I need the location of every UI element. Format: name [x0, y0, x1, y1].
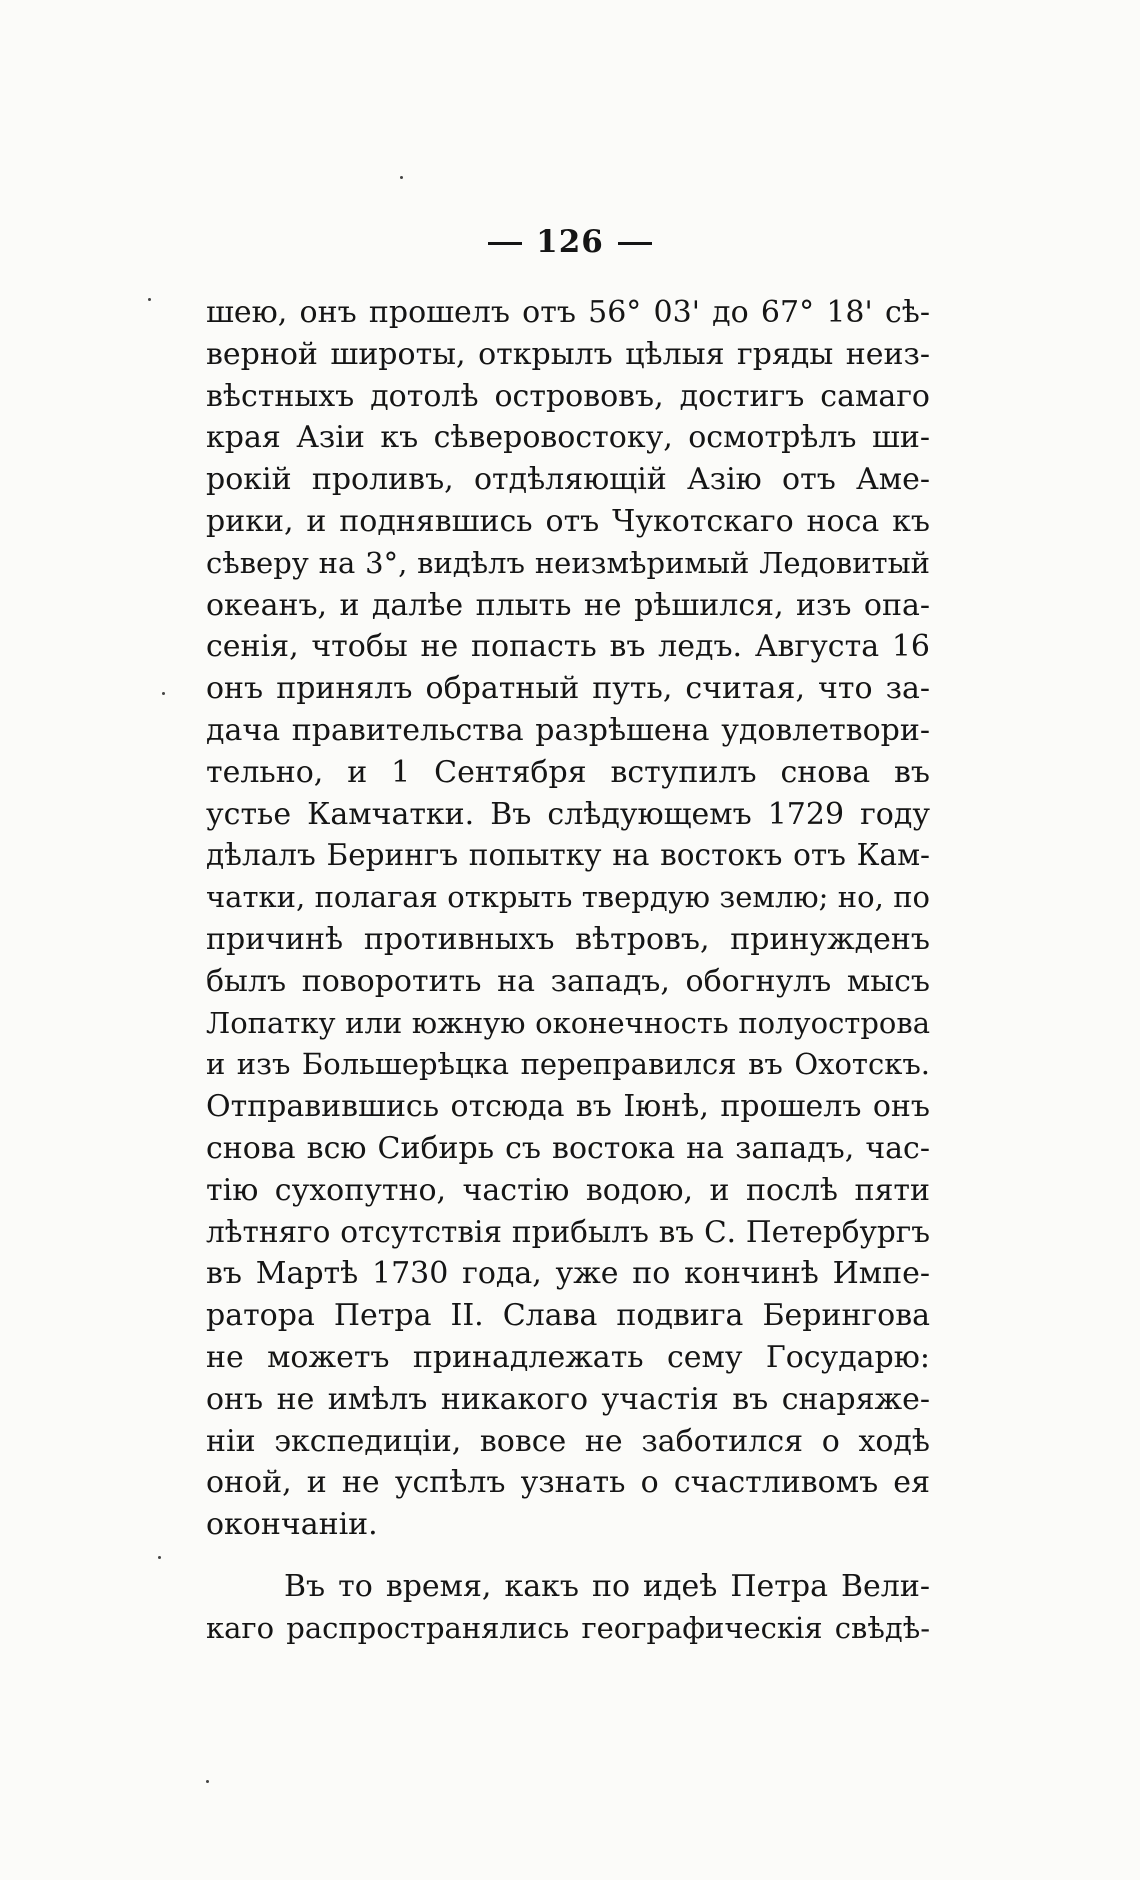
dash-left [488, 242, 522, 245]
text-line: шею, онъ прошелъ отъ 56° 03' до 67° 18' сѣ- [206, 295, 930, 330]
print-speck [206, 1780, 209, 1783]
text-line: дѣлалъ Берингъ попытку на востокъ отъ Кам- [206, 838, 930, 873]
page-number [0, 224, 1140, 260]
text-line: тію сухопутно, частію водою, и послѣ пяти [206, 1172, 930, 1208]
print-speck [400, 176, 403, 179]
page-number-value: 126 [536, 224, 604, 260]
print-speck [162, 692, 165, 695]
text-line: Отправившись отсюда въ Іюнѣ, прошелъ онъ [206, 1089, 930, 1125]
text-line: въ Мартѣ 1730 года, уже по кончинѣ Импе- [206, 1256, 930, 1292]
text-line: вѣстныхъ дотолѣ острововъ, достигъ самаго [206, 378, 930, 414]
paragraph-gap [206, 1546, 930, 1566]
text-line: края Азіи къ сѣверовостоку, осмотрѣлъ ши- [206, 420, 930, 456]
text-line: океанъ, и далѣе плыть не рѣшился, изъ опа- [206, 587, 930, 623]
text-line: рики, и поднявшись отъ Чукотскаго носа къ [206, 503, 930, 539]
text-line: ратора Петра II. Слава подвига Берингова [206, 1298, 930, 1334]
paragraph-1 [206, 292, 930, 1546]
text-line: устье Камчатки. Въ слѣдующемъ 1729 году [206, 796, 930, 832]
text-line: снова всю Сибирь съ востока на западъ, час- [206, 1130, 930, 1166]
text-line: Лопатку или южную оконечность полуострова [206, 1005, 930, 1040]
text-line: Въ то время, какъ по идеѣ Петра Вели- [284, 1568, 930, 1604]
text-line: ніи экспедиціи, вовсе не заботился о ходѣ [206, 1423, 930, 1459]
print-speck [158, 1556, 161, 1559]
text-line: причинѣ противныхъ вѣтровъ, принужденъ [206, 921, 930, 957]
text-line: онъ не имѣлъ никакого участія въ снаряже- [206, 1381, 930, 1417]
text-line: окончаніи. [206, 1507, 378, 1543]
text-line: каго распространялись географическія свѣдѣ- [206, 1610, 930, 1645]
text-line: онъ принялъ обратный путь, считая, что за- [206, 671, 930, 707]
text-line: тельно, и 1 Сентября вступилъ снова въ [206, 754, 930, 790]
text-line: дача правительства разрѣшена удовлетвори- [206, 712, 930, 748]
text-line: лѣтняго отсутствія прибылъ въ С. Петербургъ [206, 1214, 930, 1249]
text-line: рокій проливъ, отдѣляющій Азію отъ Аме- [206, 462, 930, 498]
print-speck [148, 298, 151, 301]
text-line: былъ поворотить на западъ, обогнулъ мысъ [206, 963, 930, 999]
text-line: оной, и не успѣлъ узнать о счастливомъ ея [206, 1465, 930, 1501]
text-line: чатки, полагая открыть твердую землю; но, по [206, 880, 930, 915]
text-line: верной широты, открылъ цѣлыя гряды неиз- [206, 336, 930, 372]
paragraph-2 [206, 1566, 930, 1650]
text-line: сѣверу на 3°, видѣлъ неизмѣримый Ледовитый [206, 545, 930, 580]
text-line: и изъ Большерѣцка переправился въ Охотскъ. [206, 1047, 930, 1082]
dash-right [618, 242, 652, 245]
text-line: сенія, чтобы не попасть въ ледъ. Августа 16 [206, 629, 930, 665]
text-line: не можетъ принадлежать сему Государю: [206, 1339, 930, 1375]
body-text [206, 292, 930, 1650]
